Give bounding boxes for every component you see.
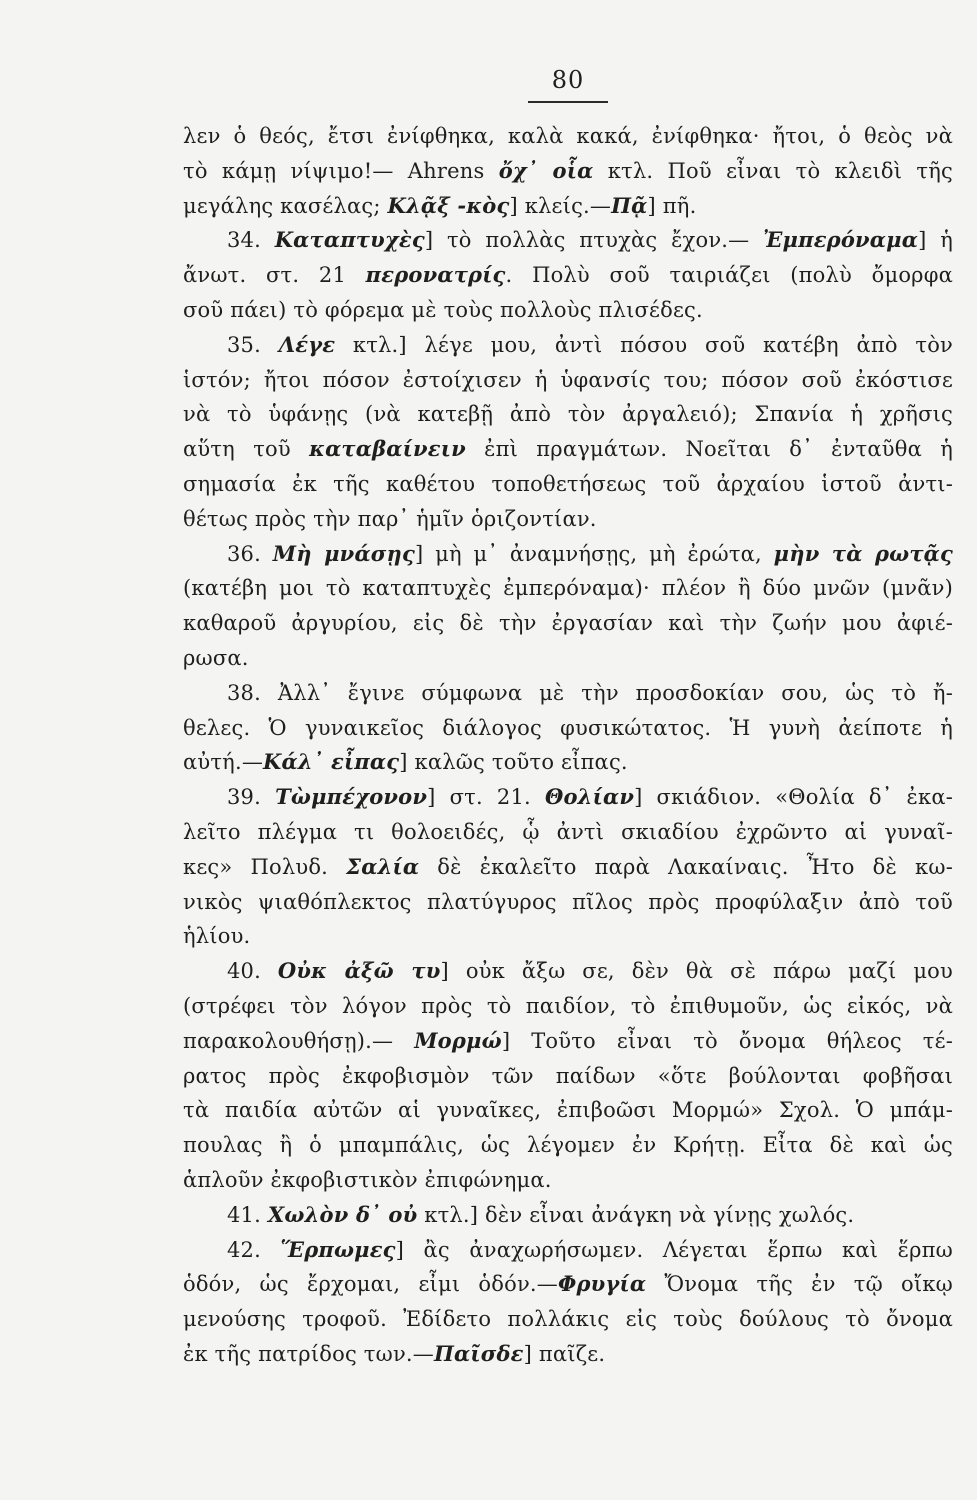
text-line (183, 467, 953, 502)
lemma-term: Ἐμπερόναμα (763, 227, 919, 253)
lemma-term: Πᾷ (611, 192, 648, 218)
lemma-term: περονατρίς (365, 262, 506, 288)
note-paragraph (183, 119, 953, 223)
text-run: ] Τοῦτο εἶναι τὸ ὄνομα θήλεος τέ- (501, 1028, 953, 1053)
note-paragraph (183, 223, 953, 327)
note-paragraph (183, 954, 953, 1198)
text-run: τὸ κάμῃ νίψιμο!— Ahrens (183, 158, 499, 183)
text-run: αὐτή.— (183, 750, 264, 775)
text-line (183, 919, 953, 954)
note-paragraph (183, 1198, 953, 1233)
text-line (183, 711, 953, 746)
lemma-term: Θολίαν (544, 784, 635, 810)
text-line (183, 1233, 953, 1268)
lemma-term: Καταπτυχὲς (274, 227, 425, 253)
text-run: . Πολὺ σοῦ ταιριάζει (πολὺ ὄμορφα (505, 263, 953, 288)
text-run: ] οὐκ ἄξω σε, δὲν θὰ σὲ πάρω μαζί μου (440, 959, 953, 984)
text-run: 34. (227, 228, 275, 253)
note-paragraph (183, 537, 953, 676)
lemma-term: Ἕρπωμες (280, 1236, 396, 1262)
text-run: ἁπλοῦν ἐκφοβιστικὸν ἐπιφώνημα. (183, 1167, 552, 1192)
lemma-term: Κλᾷξ -κὸς (387, 192, 510, 218)
text-run: 41. (227, 1202, 268, 1227)
text-run: καθαροῦ ἀργυρίου, εἰς δὲ τὴν ἐργασίαν καὶ τὴν ζωήν μου ἀφιέ- (183, 611, 953, 636)
text-line (183, 571, 953, 606)
text-run: θελες. Ὁ γυναικεῖος διάλογος φυσικώτατος. Ἡ γυνὴ ἀείποτε ἡ (183, 715, 953, 740)
lemma-term: Κάλ᾽ εἶπας (263, 749, 400, 775)
text-line (183, 537, 953, 572)
text-run: τὰ παιδία αὐτῶν αἱ γυναῖκες, ἐπιβοῶσι Μορμώ» Σχολ. Ὁ μπάμ- (183, 1098, 953, 1123)
text-run: ] ἡ (918, 228, 954, 253)
text-line (183, 363, 953, 398)
text-run: ὁδόν, ὡς ἔρχομαι, εἶμι ὁδόν.— (183, 1272, 558, 1297)
text-run: αὕτη τοῦ (183, 437, 310, 462)
text-line (183, 1267, 953, 1302)
text-run: θέτως πρὸς τὴν παρ᾽ ἡμῖν ὁριζοντίαν. (183, 506, 597, 531)
text-run: ἄνωτ. στ. 21 (183, 263, 366, 288)
text-run: ρατος πρὸς ἐκφοβισμὸν τῶν παίδων «ὅτε βούλονται φοβῆσαι (183, 1063, 953, 1088)
text-line (183, 293, 953, 328)
text-line (183, 1059, 953, 1094)
text-run: μενούσης τροφοῦ. Ἐδίδετο πολλάκις εἰς τοὺς δούλους τὸ ὄνομα (183, 1307, 953, 1332)
text-run: ρωσα. (183, 645, 249, 670)
text-line (183, 1163, 953, 1198)
text-run: ἐκ τῆς πατρίδος των.— (183, 1341, 434, 1366)
note-paragraph (183, 780, 953, 954)
text-line (183, 397, 953, 432)
lemma-term: Μὴ μνάσῃς (272, 540, 415, 566)
lemma-term: Χωλὸν δ᾽ οὐ (267, 1201, 418, 1227)
text-run: ] καλῶς τοῦτο εἶπας. (399, 750, 628, 775)
text-run: ] στ. 21. (427, 785, 545, 810)
text-run: δὲ ἐκαλεῖτο παρὰ Λακαίναις. Ἦτο δὲ κω- (419, 854, 954, 879)
text-run: 36. (227, 541, 273, 566)
text-run: ] τὸ πολλὰς πτυχὰς ἔχον.— (424, 228, 764, 253)
text-run: ] κλείς.— (509, 193, 612, 218)
lemma-term: Παῖσδε (434, 1340, 524, 1366)
text-line (183, 223, 953, 258)
text-run: 40. (227, 959, 278, 984)
lemma-term: Φρυγία (557, 1271, 647, 1297)
text-run: σοῦ πάει) τὸ φόρεμα μὲ τοὺς πολλοὺς πλισέδες. (183, 297, 703, 322)
commentary-text (183, 119, 953, 1372)
text-run: κτλ.] λέγε μου, ἀντὶ πόσου σοῦ κατέβη ἀπὸ τὸν (335, 332, 954, 357)
text-run: ἱστόν; ἤτοι πόσον ἐστοίχισεν ἡ ὑφανσίς του; πόσον σοῦ ἐκόστισε (183, 367, 953, 392)
lemma-term: Οὐκ ἀξῶ τυ (277, 958, 441, 984)
lemma-term: Μορμώ (414, 1027, 502, 1053)
text-line (183, 815, 953, 850)
text-run: κες» Πολυδ. (183, 854, 347, 879)
text-run: μεγάλης κασέλας; (183, 193, 388, 218)
text-run: σημασία ἐκ τῆς καθέτου τοποθετήσεως τοῦ ἀρχαίου ἱστοῦ ἀντι- (183, 471, 953, 496)
text-run: ] πῆ. (647, 193, 697, 218)
text-run: ἐπὶ πραγμάτων. Νοεῖται δ᾽ ἐνταῦθα ἡ (465, 437, 953, 462)
text-run: λεῖτο πλέγμα τι θολοειδές, ᾧ ἀντὶ σκιαδίου ἐχρῶντο αἱ γυναῖ- (183, 819, 953, 844)
text-run: 39. (227, 785, 276, 810)
text-line (183, 954, 953, 989)
text-line (183, 850, 953, 885)
text-run: νικὸς ψιαθόπλεκτος πλατύγυρος πῖλος πρὸς προφύλαξιν ἀπὸ τοῦ (183, 889, 953, 914)
note-paragraph (183, 328, 953, 537)
text-line (183, 989, 953, 1024)
text-line (183, 328, 953, 363)
text-line (183, 745, 953, 780)
page-number-rule (528, 101, 608, 103)
note-paragraph (183, 676, 953, 780)
text-line (183, 606, 953, 641)
lemma-term: Λέγε (278, 331, 336, 357)
text-run: 38. Ἀλλ᾽ ἔγινε σύμφωνα μὲ τὴν προσδοκίαν σου, ὡς τὸ ἤ- (227, 680, 953, 705)
note-paragraph (183, 1233, 953, 1372)
text-run: πουλας ἢ ὁ μπαμπάλις, ὡς λέγομεν ἐν Κρήτῃ. Εἶτα δὲ καὶ ὡς (183, 1133, 953, 1158)
text-run: (στρέφει τὸν λόγον πρὸς τὸ παιδίον, τὸ ἐπιθυμοῦν, ὡς εἰκός, νὰ (183, 993, 953, 1018)
text-line (183, 189, 953, 224)
text-run: (κατέβη μοι τὸ καταπτυχὲς ἐμπερόναμα)· πλέον ἢ δύο μνῶν (μνᾶν) (183, 576, 953, 601)
text-line (183, 676, 953, 711)
text-line (183, 1302, 953, 1337)
lemma-term: Σαλία (346, 853, 420, 879)
text-run: κτλ. Ποῦ εἶναι τὸ κλειδὶ τῆς (593, 158, 953, 183)
lemma-term: ὄχ᾽ οἷα (498, 157, 594, 183)
text-line (183, 432, 953, 467)
lemma-term: μὴν τὰ ρωτᾷς (773, 540, 954, 566)
text-line (183, 119, 953, 154)
text-run: ] μὴ μ᾽ ἀναμνήσῃς, μὴ ἐρώτα, (414, 541, 774, 566)
text-run: 35. (227, 332, 279, 357)
page-number: 80 (551, 66, 585, 94)
lemma-term: Τὼμπέχονον (275, 784, 428, 810)
text-run: ἡλίου. (183, 924, 251, 949)
text-run: ] ἂς ἀναχωρήσωμεν. Λέγεται ἕρπω καὶ ἕρπω (395, 1237, 954, 1262)
text-run: παρακολουθήσῃ).— (183, 1028, 415, 1053)
text-line (183, 1198, 953, 1233)
text-line (183, 154, 953, 189)
text-line (183, 258, 953, 293)
text-line (183, 641, 953, 676)
text-line (183, 885, 953, 920)
text-line (183, 502, 953, 537)
text-line (183, 1024, 953, 1059)
text-run: 42. (227, 1237, 281, 1262)
text-run: κτλ.] δὲν εἶναι ἀνάγκη νὰ γίνῃς χωλός. (417, 1202, 855, 1227)
text-run: λεν ὁ θεός, ἔτσι ἐνίφθηκα, καλὰ κακά, ἐνίφθηκα· ἤτοι, ὁ θεὸς νὰ (183, 124, 953, 148)
text-run: Ὄνομα τῆς ἐν τῷ οἴκῳ (646, 1272, 953, 1297)
text-line (183, 1337, 953, 1372)
text-line (183, 1093, 953, 1128)
text-run: ] παῖζε. (523, 1341, 606, 1366)
text-line (183, 780, 953, 815)
text-run: νὰ τὸ ὑφάνῃς (νὰ κατεβῇ ἀπὸ τὸν ἀργαλειό); Σπανία ἡ χρῆσις (183, 402, 953, 427)
text-line (183, 1128, 953, 1163)
lemma-term: καταβαίνειν (309, 436, 466, 462)
text-run: ] σκιάδιον. «Θολία δ᾽ ἐκα- (634, 785, 953, 810)
